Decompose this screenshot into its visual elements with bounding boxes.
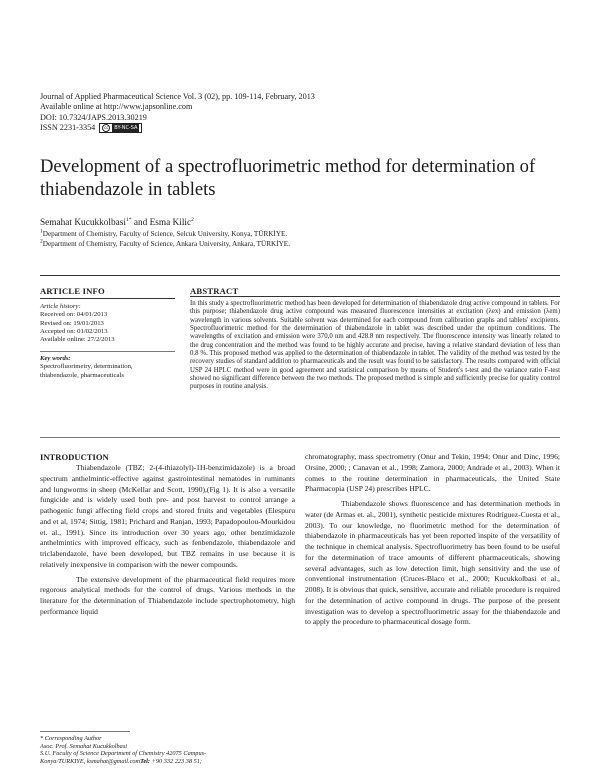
affiliation-1 [40, 230, 560, 240]
author-line [40, 218, 560, 229]
abstract-text: In this study a spectrofluorimetric method has been developed for determination of thiabendazole drug active compound in tablets. For this purpose; thiabendazole drug active compound was measured fluorescence intensities at excitation (λex) and emission (λem) wavelength in various solvents. Suitable solvent was determined for each compound from calibration graphs and tablets' excipients. Spectrofluorimetric method for the determination of thiabendazole in tablet was described under the optimum conditions. The wavelengths of excitation and emission were 370,0 nm and 428.8 nm respectively. The fluorescence intensity was linearly related to the drug concentration and the method was found to be highly accurate and precise, having a relative standard deviation of less than 0.8 %. This proposed method was applied to the determination of thiabendazole in tablet. The validity of the method was tested by the recovery studies of standard addition to pharmaceuticals and the result was found to be satisfactory. The results compared with official USP 24 HPLC method were in good agreement and statistical comparison by means of Student's t-test and the variance ratio F-test showed no significant difference between the two methods. The proposed method is simple and sufficiently precise for quality control purposes in routine analysis. [190, 300, 560, 391]
author-conjunction: and [133, 218, 148, 228]
accepted-date: Accepted on: 01/02/2013 [40, 327, 108, 335]
author-2: Esma Kilic [149, 218, 192, 228]
article-info-rule [40, 298, 175, 299]
left-column [40, 463, 295, 618]
journal-header [40, 92, 560, 134]
received-date: Received on: 04/01/2013 [40, 311, 108, 319]
journal-availability: Available online at http://www.japsonline.com [40, 102, 193, 112]
article-history [40, 303, 175, 344]
abstract-heading: ABSTRACT [190, 286, 239, 296]
author-2-sup: 2 [191, 216, 194, 223]
footnote-line-2: Asoc. Prof. Semahat Kucukkolbasi [40, 742, 128, 750]
footnote-line-3: S.U. Faculty of Science Department of Chemistry 42075 Campus- [40, 750, 207, 758]
footnote-email: Konya/TURKIYE, ksmahat@gmail.com [40, 757, 141, 765]
article-info-heading: ARTICLE INFO [40, 286, 105, 296]
history-label: Article history: [40, 303, 81, 310]
journal-citation: Journal of Applied Pharmaceutical Science Vol. 3 (02), pp. 109-114, February, 2013 [40, 92, 315, 101]
article-title: Development of a spectrofluorimetric method for determination of thiabendazole in tablets [40, 156, 536, 200]
affiliation-2-sup: 2 [40, 238, 43, 245]
keywords-text: Spectrofluorimetry, determination, thiabendazole, pharmaceuticals [40, 363, 133, 379]
journal-issn: ISSN 2231-3354 [40, 123, 96, 133]
introduction-heading: INTRODUCTION [40, 452, 109, 462]
available-date: Available online: 27/2/2013 [40, 336, 115, 344]
abstract-rule [190, 296, 560, 297]
affiliation-1-text: Department of Chemistry, Faculty of Science, Selcuk University, Konya, TÜRKİYE. [42, 230, 288, 238]
affiliation-2 [40, 240, 560, 250]
footnote-line-4 [40, 758, 295, 766]
intro-paragraph-4: Thiabendazole shows fluorescence and has determination methods in water (de Armas et. al., 2001), synthetic pesticide mixtures Rodríguez-Cuesta et al., 2003). To our knowledge, no fluorimetric method for the determination of thiabendazole in pharmaceuticals has yet been reported inspite of the versatility of the technique in chemical analysis. Spectrofluorimetry has been found to be useful for the determination of trace amounts of different pharmaceuticals, showing several advantages, such as low detection limit, high sensitivity and the use of conventional instrumentation (Cruces-Blaco et al., 2000; Kucukkolbasi et al., 2008). It is obvious that quick, sensitive, accurate and reliable procedure is required for the determination of active compound in drugs. The purpose of the present investigation was to develop a spectrofluorimetric assay for the thiabendazole and to apply the procedure to pharmaceutical dosage form. [305, 499, 560, 627]
cc-icon: cc [104, 125, 109, 131]
footnote-tel: +90 332 223 38 51; [150, 757, 202, 765]
footnote-line-1: * Corresponding Author [40, 735, 102, 742]
history-rule [40, 351, 175, 352]
author-1: Semahat Kucukkolbasi [40, 218, 126, 228]
cc-license-badge [99, 123, 142, 133]
journal-doi: DOI: 10.7324/JAPS.2013.30219 [40, 112, 147, 122]
abstract-bottom-rule [40, 437, 560, 438]
footnote-rule [40, 731, 130, 732]
corresponding-author-footnote [40, 735, 295, 765]
issn-line [40, 123, 560, 133]
footnote-tel-label: Tel: [140, 757, 150, 765]
header-divider [40, 275, 560, 276]
keywords-block [40, 355, 175, 380]
affiliation-2-text: Department of Chemistry, Faculty of Science, Ankara University, Ankara, TÜRKİYE. [42, 240, 290, 248]
license-badge-text: BY-NC-SA [114, 125, 138, 132]
intro-paragraph-3: chromatography, mass spectrometry (Onur and Tekin, 1994; Onur and Dinc, 1996; Orsine, 2000; ; Canavan et al., 1998; Zamora, 2000; Andrade et al., 2003). When it comes to the routine determination in pharmaceuticals, the United State Pharmacopia (USP 24) prescribes HPLC. [305, 452, 560, 494]
keywords-label: Key words: [40, 355, 71, 362]
intro-paragraph-2: The extensive development of the pharmaceutical field requires more regorous analytical methods for the control of drugs. Various methods in the literature for the determination of Thiabendazole include spectrophotometry, high performance liquid [40, 574, 295, 616]
right-column [305, 452, 560, 628]
intro-paragraph-1: Thiabendazole (TBZ; 2-(4-thiazolyl)-1H-benzimidazole) is a broad spectrum anthelmintic-effective against gastrointestinal nematodes in ruminants and lungworms in sheep (McKellar and Scott, 1990),(Fig 1). It is also a versatile fungicide and is widely used both pre- and post harvest to control arrange a pathogenic fungi affecting field crops and stored fruits and vegetables (Elespuru and et al, 1974; Sittig, 1981; Prichard and Ranjan, 1993; Papadopoulou-Mourkidou et. al., 1991). Since its introduction over 30 years ago, other benzimidazole anthelmintics with improved efficacy, such as fenbendazole, thiabendazole and triclabendazole, have been developed, but TBZ remains in use because it is relatively inexpensive in comparison with the newer compounds. [40, 463, 295, 569]
affiliation-1-sup: 1 [40, 228, 43, 235]
revised-date: Revised on: 19/01/2013 [40, 319, 104, 327]
author-1-sup: 1* [125, 216, 132, 223]
